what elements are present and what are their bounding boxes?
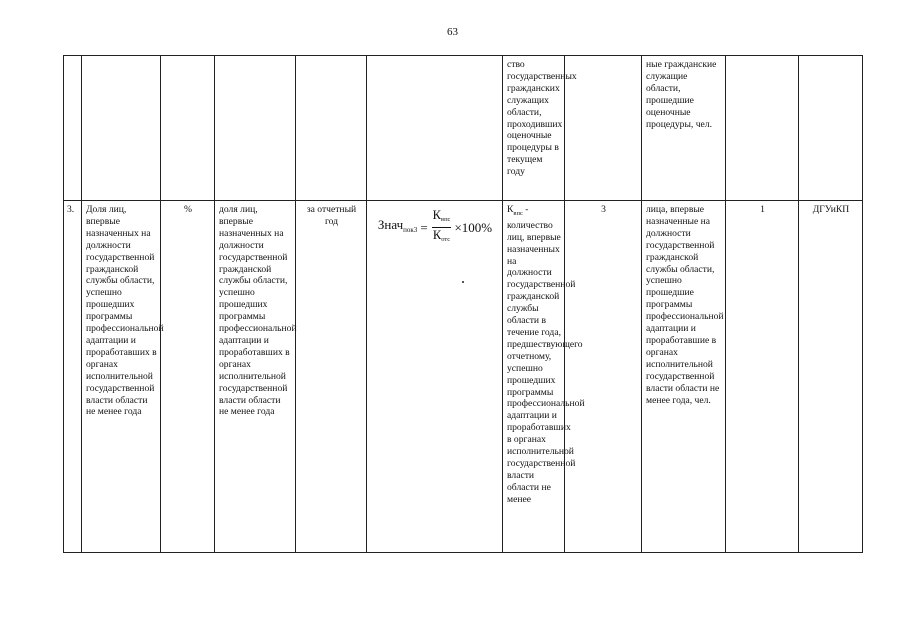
cell-empty xyxy=(367,56,503,201)
cell-empty xyxy=(215,56,296,201)
cell-definition: доля лиц, впервые назначенных на должности государственной гражданской службы области, успешно прошедших программы профессиональной адаптации и проработавших в органах исполнительной государственной власти области не менее года xyxy=(215,201,296,553)
cell-method-code: 3 xyxy=(565,201,642,553)
cell-formula-text-continued: ство государственных гражданских служащих области, проходивших оценочные процедуры в текущем году xyxy=(503,56,565,201)
formula-denominator: $К_{отс}$ xyxy=(432,228,451,243)
cell-indicator-unit-continued: ные гражданские служащие области, прошедшие оценочные процедуры, чел. xyxy=(642,56,726,201)
cell-responsible: ДГУиКП xyxy=(799,201,863,553)
cell-indicator-name: Доля лиц, впервые назначенных на должности государственной гражданской службы области, успешно прошедших программы профессиональной адаптации и проработавших в органах исполнительной государственной власти области не менее года xyxy=(82,201,161,553)
cell-empty xyxy=(64,56,82,201)
formula-lhs: Знач$_{пок3}$ xyxy=(377,216,418,234)
cell-row-number: 3. xyxy=(64,201,82,553)
formula xyxy=(371,208,499,247)
cell-empty xyxy=(296,56,367,201)
indicators-table xyxy=(63,55,863,553)
formula-fraction xyxy=(432,208,452,247)
cell-period: за отчетный год xyxy=(296,201,367,553)
formula-eq: = xyxy=(420,219,428,235)
cell-variable-description: $К_{впс}$ - количество лиц, впервые назначенных на должности государственной гражданской службы области в течение года, предшествующего отчетному, успешно прошедших программы профессиональной адаптации и проработавших в органах исполнительной государственной власти области не менее xyxy=(503,201,565,553)
cell-empty xyxy=(161,56,215,201)
table-row-continued xyxy=(64,56,863,201)
scan-speck xyxy=(462,281,464,283)
cell-empty xyxy=(726,56,799,201)
cell-empty xyxy=(82,56,161,201)
cell-formula xyxy=(367,201,503,553)
cell-indicator-description: лица, впервые назначенные на должности государственной гражданской службы области, успешно прошедшие программы профессиональной адаптации и проработавшие в органах исполнительной государственной власти области не менее года, чел. xyxy=(642,201,726,553)
page-number: 63 xyxy=(447,26,458,38)
formula-tail: ×100% xyxy=(454,219,493,235)
cell-unit: % xyxy=(161,201,215,553)
cell-empty xyxy=(799,56,863,201)
formula-numerator: $К_{впс}$ xyxy=(432,208,452,228)
cell-indicator-code: 1 xyxy=(726,201,799,553)
table-row-3 xyxy=(64,201,863,553)
